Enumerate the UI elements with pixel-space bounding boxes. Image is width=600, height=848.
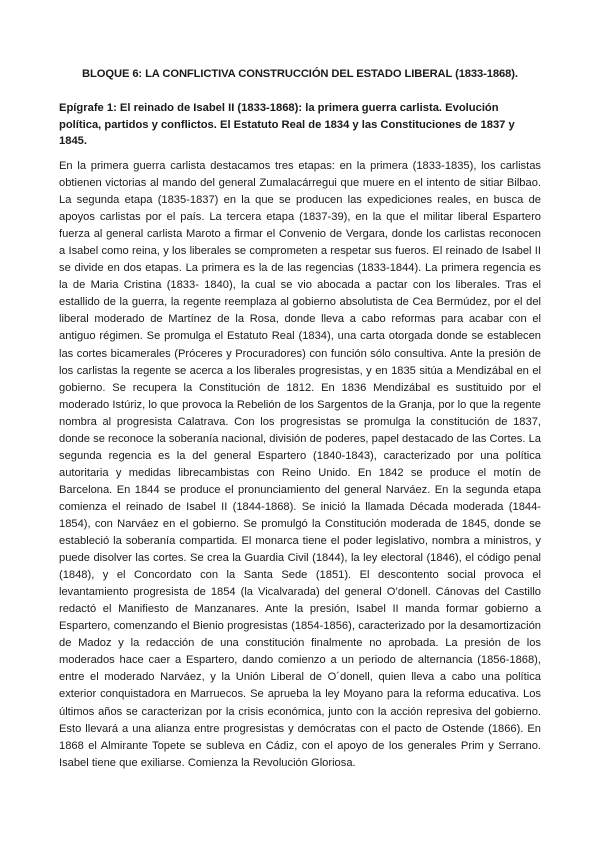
- epigraph-heading: Epígrafe 1: El reinado de Isabel II (1833-1868): la primera guerra carlista. Evolución política, partidos y conflictos. El Estatuto Real de 1834 y las Constituciones de 1837 y 1845.: [59, 102, 515, 147]
- block-title: BLOQUE 6: LA CONFLICTIVA CONSTRUCCIÓN DEL ESTADO LIBERAL (1833-1868).: [82, 68, 518, 80]
- body-paragraph: En la primera guerra carlista destacamos tres etapas: en la primera (1833-1835), los carlistas obtienen victorias al mando del general Zumalacárregui que muere en el intento de sitiar Bilbao. La segunda etapa (1835-1837) en la que se producen las expediciones reales, en busca de apoyos carlistas por el país. La tercera etapa (1837-39), en la que el militar liberal Espartero fuerza al general carlista Maroto a firmar el Convenio de Vergara, donde los carlistas reconocen a Isabel como reina, y los liberales se comprometen a respetar sus fueros. El reinado de Isabel II se divide en dos etapas. La primera es la de las regencias (1833-1844). La primera regencia es la de Maria Cristina (1833- 1840), la cual se vio abocada a pactar con los liberales. Tras el estallido de la guerra, la regente reemplaza al gobierno absolutista de Cea Bermúdez, por el del liberal moderado de Martínez de la Rosa, donde lleva a cabo reformas para acabar con el antiguo régimen. Se promulga el Estatuto Real (1834), una carta otorgada donde se establecen las cortes bicamerales (Próceres y Procuradores) con función sólo consultiva. Ante la presión de los carlistas la regente se acerca a los liberales progresistas, y en 1835 sitúa a Mendizábal en el gobierno. Se recupera la Constitución de 1812. En 1836 Mendizábal es sustituido por el moderado Istúriz, lo que provoca la Rebelión de los Sargentos de la Granja, por lo que la regente nombra al progresista Calatrava. Con los progresistas se promulga la constitución de 1837, donde se reconoce la soberanía nacional, división de poderes, papel destacado de las Cortes. La segunda regencia es la del general Espartero (1840-1843), caracterizado por una política autoritaria y medidas librecambistas con Reino Unido. En 1842 se produce el motín de Barcelona. En 1844 se produce el pronunciamiento del general Narváez. En la segunda etapa comienza el reinado de Isabel II (1844-1868). Se inició la llamada Década moderada (1844-1854), con Narváez en el gobierno. Se promulgó la Constitución moderada de 1845, donde se estableció la soberanía compartida. El monarca tiene el poder legislativo, nombra a ministros, y puede disolver las cortes. Se crea la Guardia Civil (1844), la ley electoral (1846), el código penal (1848), y el Concordato con la Santa Sede (1851). El descontento social provoca el levantamiento progresista de 1854 (la Vicalvarada) del general O’donell. Cánovas del Castillo redactó el Manifiesto de Manzanares. Ante la presión, Isabel II manda formar gobierno a Espartero, comenzando el Bienio progresistas (1854-1856), caracterizado por la desamortización de Madoz y la redacción de una constitución finalmente no aprobada. La presión de los moderados hace caer a Espartero, dando comienzo a un periodo de alternancia (1856-1868), entre el moderado Narváez, y la Unión Liberal de O´donell, quien lleva a cabo una política exterior conquistadora en Marruecos. Se aprueba la ley Moyano para la reforma educativa. Los últimos años se caracterizan por la crisis económica, junto con la acción represiva del gobierno. Esto llevará a una alianza entre progresistas y demócratas con el pacto de Ostende (1866). En 1868 el Almirante Topete se subleva en Cádiz, con el apoyo de los generales Prim y Serrano. Isabel tiene que exiliarse. Comienza la Revolución Gloriosa.: [59, 160, 541, 769]
